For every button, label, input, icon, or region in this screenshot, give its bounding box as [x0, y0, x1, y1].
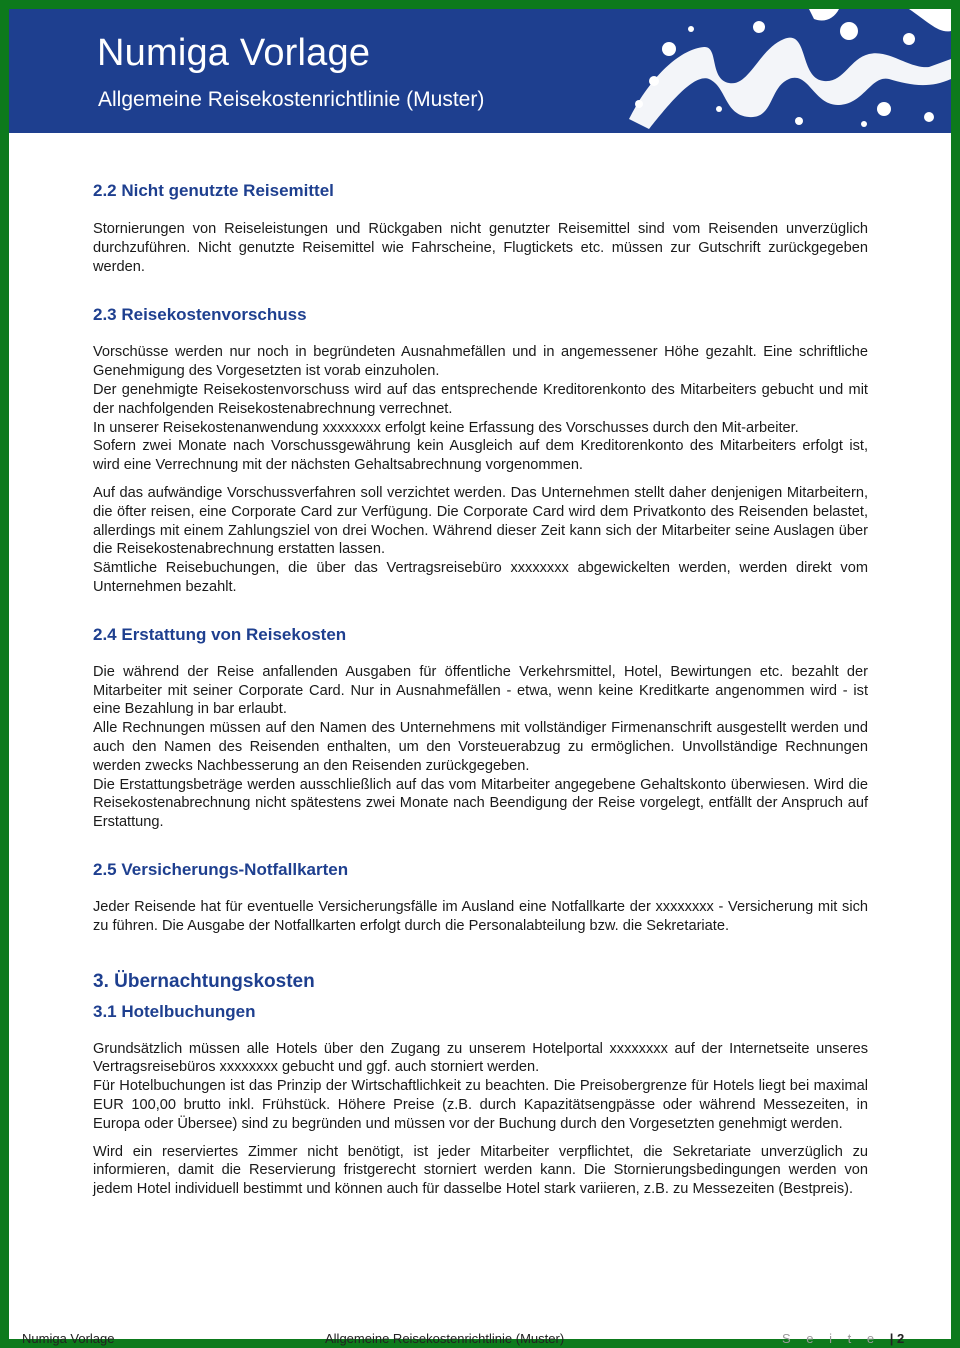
document-header [9, 9, 951, 133]
paragraph: Wird ein reserviertes Zimmer nicht benötigt, ist jeder Mitarbeiter verpflichtet, die Sekretariate unverzüglich zu informieren, damit die Reservierung fristgerecht storniert werden kann. Die Stornierungsbedingungen werden von jedem Hotel individuell bestimmt und können auch für dasselbe Hotel stark variieren, z.B. zu Messezeiten (Bestpreis). [93, 1143, 868, 1198]
paragraph: Grundsätzlich müssen alle Hotels über den Zugang zu unserem Hotelportal xxxxxxxx auf der Internetseite unseres Vertragsreisebüros xxxxxxxx gebucht und ggf. auch storniert werden. [93, 1040, 868, 1076]
page-number: | 2 [889, 1331, 905, 1346]
paragraph: Der genehmigte Reisekostenvorschuss wird auf das entsprechende Kreditorenkonto des Mitarbeiters gebucht und mit der nachfolgenden Reisekostenabrechnung verrechnet. [93, 381, 868, 417]
paragraph: In unserer Reisekostenanwendung xxxxxxxx erfolgt keine Erfassung des Vorschusses durch den Mit-arbeiter. [93, 419, 799, 436]
footer-page-indicator [782, 1331, 904, 1346]
paragraph: Stornierungen von Reiseleistungen und Rückgaben nicht genutzter Reisemittel sind vom Reisenden unverzüglich durchzuführen. Nicht genutzte Reisemittel wie Fahrscheine, Flugtickets etc. müssen zur Gutschrift zurückgegeben werden. [93, 221, 868, 275]
paragraph: Für Hotelbuchungen ist das Prinzip der Wirtschaftlichkeit zu beachten. Die Preisobergrenze für Hotels liegt bei maximal EUR 100,00 brutto inkl. Frühstück. Höhere Preise (z.B. durch Kapazitätsengpässe oder während Messezeiten, in Europa oder Übersee) sind zu begründen und müssen vor der Buchung durch den Vorgesetzten genehmigt werden. [93, 1078, 868, 1132]
section-heading-3-1: 3.1 Hotelbuchungen [93, 1001, 256, 1021]
paragraph: Sofern zwei Monate nach Vorschussgewährung kein Ausgleich auf dem Kreditorenkonto des Mitarbeiters erfolgt ist, wird eine Verrechnung mit der nächsten Gehaltsabrechnung vorgenommen. [93, 438, 868, 474]
chapter-heading-3: 3. Übernachtungskosten [93, 970, 315, 992]
document-body [93, 180, 868, 1199]
page-label: S e i t e [782, 1331, 881, 1346]
footer-left-text: Numiga Vorlage [22, 1331, 115, 1346]
paragraph: Die Erstattungsbeträge werden ausschließlich auf das vom Mitarbeiter angegebene Gehaltskonto überwiesen. Wird die Reisekostenabrechnung nicht spätestens zwei Monate nach Beendigung der Reise vorgelegt, entfällt der Anspruch auf Erstattung. [93, 776, 868, 831]
footer-center-text: Allgemeine Reisekostenrichtlinie (Muster) [325, 1331, 565, 1346]
section-heading-2-4: 2.4 Erstattung von Reisekosten [93, 624, 347, 644]
paragraph: Die während der Reise anfallenden Ausgaben für öffentliche Verkehrsmittel, Hotel, Bewirtungen etc. bezahlt der Mitarbeiter mit seiner Corporate Card. Nur in Ausnahmefällen - etwa, wenn keine Kreditkarte angenommen wird - ist eine Bezahlung in bar erlaubt. [93, 663, 868, 718]
document-title: Numiga Vorlage [97, 32, 371, 74]
paragraph: Vorschüsse werden nur noch in begründeten Ausnahmefällen und in angemessener Höhe gezahlt. Eine schriftliche Genehmigung des Vorgesetzten ist vorab einzuholen. [93, 344, 868, 380]
page-footer [22, 1331, 942, 1348]
section-heading-2-2: 2.2 Nicht genutzte Reisemittel [93, 181, 334, 200]
paragraph: Auf das aufwändige Vorschussverfahren soll verzichtet werden. Das Unternehmen stellt daher denjenigen Mitarbeitern, die öfter reisen, eine Corporate Card zur Verfügung. Die Corporate Card wird dem Privatkonto des Reisenden belastet, allerdings mit einem Zahlungsziel von drei Wochen. Während dieser Zeit kann sich der Mitarbeiter seine Auslagen über die Reisekostenabrechnung erstatten lassen. [93, 484, 868, 558]
section-heading-2-3: 2.3 Reisekostenvorschuss [93, 305, 307, 325]
splash-logo-graphic [609, 9, 951, 133]
document-subtitle: Allgemeine Reisekostenrichtlinie (Muster) [98, 88, 485, 111]
section-heading-2-5: 2.5 Versicherungs-Notfallkarten [93, 859, 349, 879]
paragraph: Sämtliche Reisebuchungen, die über das Vertragsreisebüro xxxxxxxx abgewickelten werden, werden direkt vom Unternehmen bezahlt. [93, 560, 868, 595]
paragraph: Jeder Reisende hat für eventuelle Versicherungsfälle im Ausland eine Notfallkarte der xxxxxxxx - Versicherung mit sich zu führen. Die Ausgabe der Notfallkarten erfolgt durch die Personalabteilung bzw. die Sekretariate. [93, 898, 868, 934]
paragraph: Alle Rechnungen müssen auf den Namen des Unternehmens mit vollständiger Firmenanschrift ausgestellt werden und auch den Namen des Reisenden enthalten, um den Vorsteuerabzug zu ermöglichen. Unvollständige Rechnungen werden zwecks Nachbesserung an den Reisenden zurückgegeben. [93, 720, 868, 774]
